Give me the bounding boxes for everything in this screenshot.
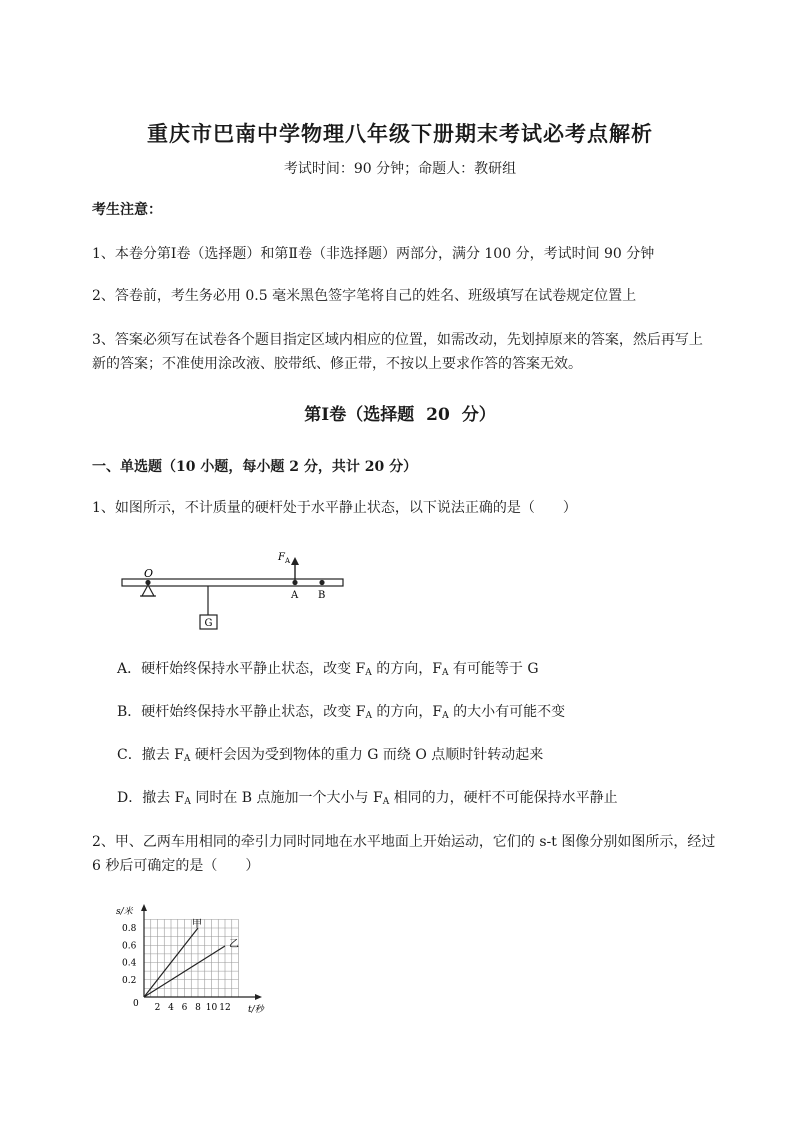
notice-item-1: 1、本卷分第Ⅰ卷（选择题）和第Ⅱ卷（非选择题）两部分，满分 100 分，考试时间 90 分钟 — [92, 246, 655, 262]
y-tick-label: 0.8 — [122, 924, 137, 934]
lever-bar — [122, 579, 343, 586]
label-g: G — [204, 618, 213, 629]
point-b — [319, 580, 324, 585]
x-tick-label: 10 — [205, 1003, 218, 1013]
y-axis-label: s/米 — [116, 907, 133, 917]
page-title: 重庆市巴南中学物理八年级下册期末考试必考点解析 — [147, 121, 653, 146]
label-o: O — [144, 567, 154, 580]
label-a: A — [291, 590, 299, 601]
x-axis-arrow-icon — [255, 994, 262, 1000]
question-2-stem: 2、甲、乙两车用相同的牵引力同时同地在水平地面上开始运动，它们的 s-t 图像分别如图所示，经过 6 秒后可确定的是（ ） — [92, 834, 716, 874]
x-tick-label: 8 — [195, 1003, 201, 1013]
origin-label: 0 — [133, 999, 139, 1009]
x-tick-label: 6 — [181, 1003, 188, 1013]
notice-item-3: 3、答案必须写在试卷各个题目指定区域内相应的位置，如需改动，先划掉原来的答案，然后再写上新的答案；不准使用涂改液、胶带纸、修正带，不按以上要求作答的答案无效。 — [92, 332, 703, 372]
lever-figure — [110, 544, 360, 636]
label-fa-sub: A — [285, 557, 291, 565]
section-title: 第Ⅰ卷（选择题 20 分） — [304, 405, 496, 425]
y-axis-arrow-icon — [141, 904, 147, 911]
y-tick-label: 0.6 — [122, 941, 137, 952]
st-graph — [108, 900, 298, 1022]
part-heading: 一、单选题（10 小题，每小题 2 分，共计 20 分） — [92, 459, 418, 475]
notice-item-2: 2、答卷前，考生务必用 0.5 毫米黑色签字笔将自己的姓名、班级填写在试卷规定位置上 — [92, 288, 637, 304]
series-label-jia: 甲 — [192, 919, 202, 930]
point-a — [292, 580, 297, 585]
label-fa: F — [278, 552, 285, 563]
q1-option-c[interactable]: C．撤去 $F_A$ 硬杆会因为受到物体的重力 G 而绕 O 点顺时针转动起来 — [117, 747, 544, 764]
x-tick-label: 4 — [168, 1003, 174, 1013]
x-axis-label: t/秒 — [248, 1005, 264, 1015]
y-tick-label: 0.2 — [122, 975, 137, 986]
series-label-yi: 乙 — [229, 939, 239, 950]
q1-option-b[interactable]: B．硬杆始终保持水平静止状态，改变 $F_A$ 的方向，$F_A$ 的大小有可能不变 — [117, 704, 566, 721]
arrow-head-icon — [291, 557, 299, 565]
fulcrum-icon — [142, 585, 154, 596]
y-tick-label: 0.4 — [122, 958, 137, 969]
x-tick-label: 2 — [154, 1003, 161, 1013]
q1-option-a[interactable]: A．硬杆始终保持水平静止状态，改变 $F_A$ 的方向，$F_A$ 有可能等于 G — [117, 661, 539, 678]
question-1-stem: 1、如图所示，不计质量的硬杆处于水平静止状态，以下说法正确的是（ ） — [92, 500, 577, 516]
notice-heading: 考生注意： — [92, 202, 162, 218]
exam-info: 考试时间：90 分钟；命题人：教研组 — [283, 161, 517, 177]
label-b: B — [318, 590, 326, 601]
x-tick-label: 12 — [219, 1003, 231, 1013]
q1-option-d[interactable]: D．撤去 $F_A$ 同时在 B 点施加一个大小与 $F_A$ 相同的力，硬杆不可能保持水平静止 — [117, 790, 618, 807]
